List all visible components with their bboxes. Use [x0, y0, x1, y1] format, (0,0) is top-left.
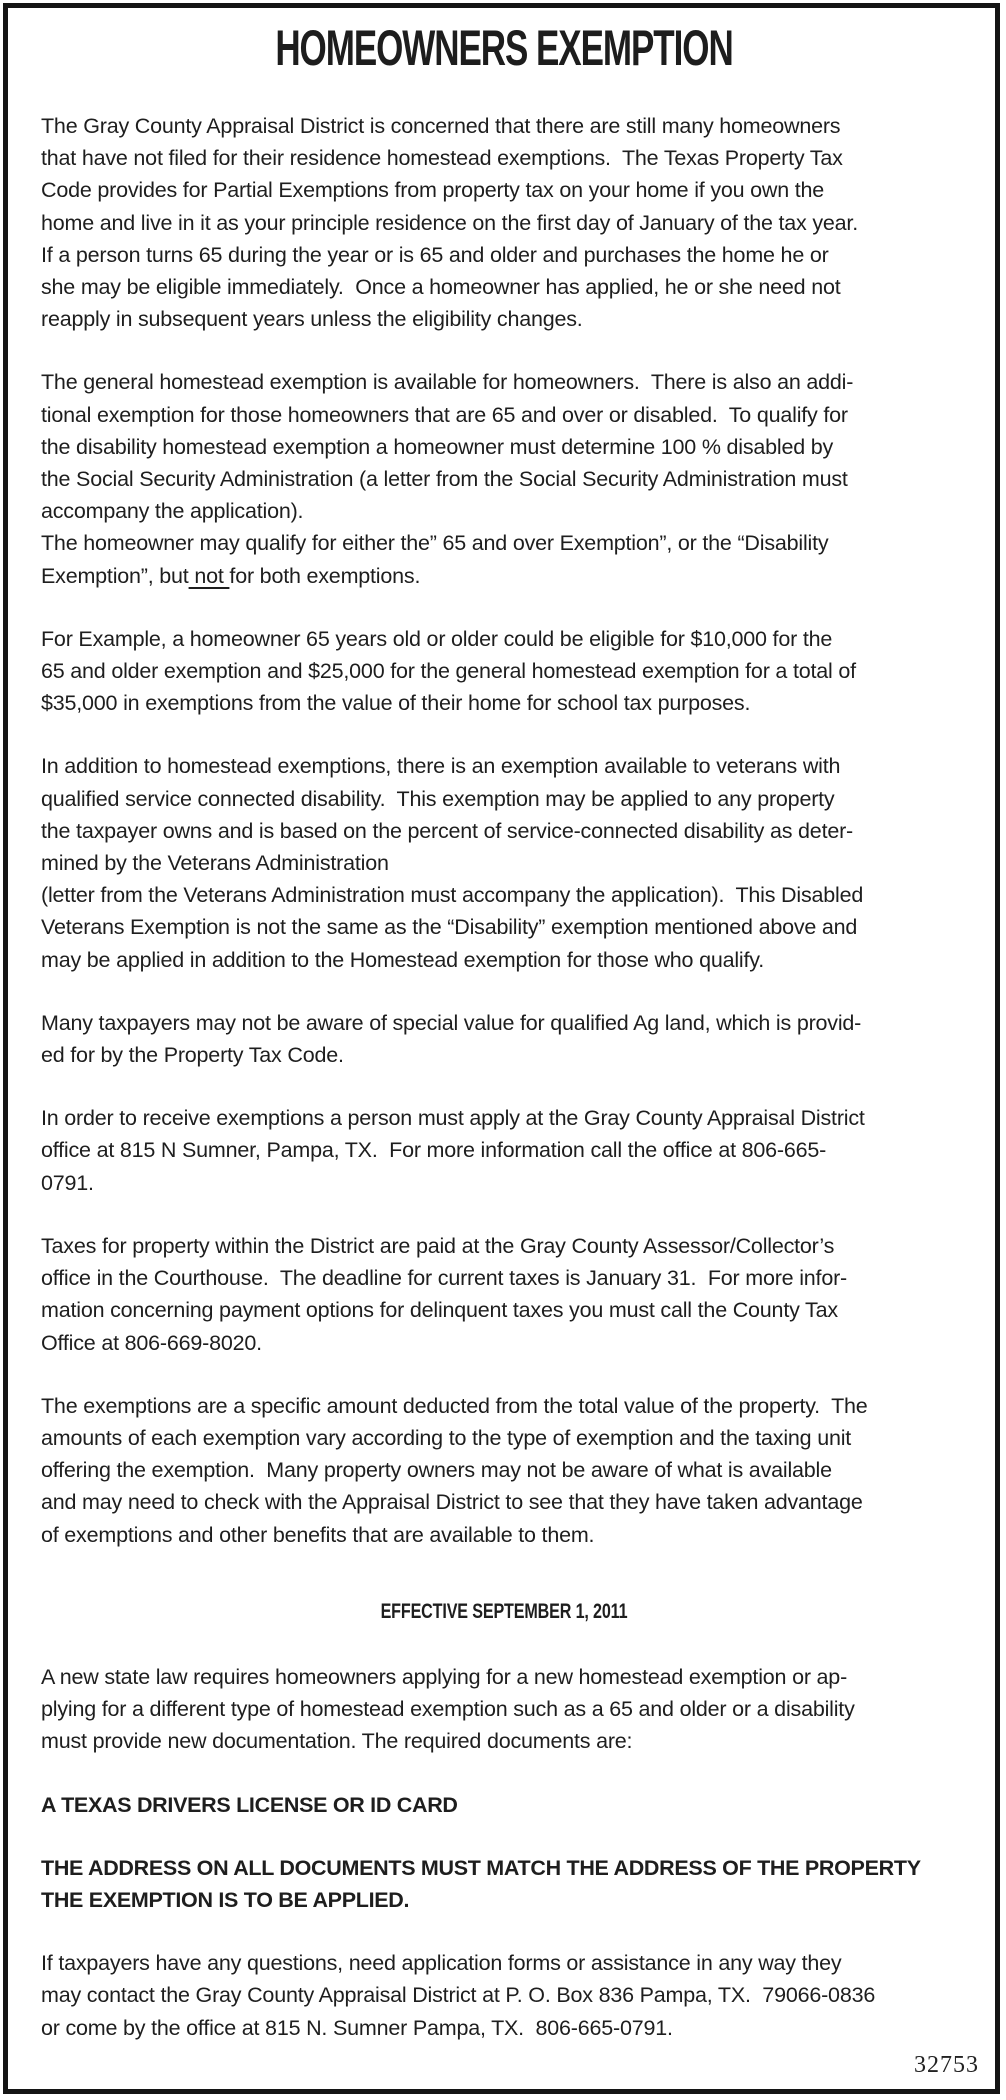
- text-line: EFFECTIVE SEPTEMBER 1, 2011: [380, 1598, 628, 1623]
- text-line: of exemptions and other benefits that are available to them.: [41, 1522, 595, 1547]
- text-line: may be applied in addition to the Homestead exemption for those who qualify.: [41, 947, 765, 972]
- text-line: The homeowner may qualify for either the” 65 and over Exemption”, or the “Disability: [41, 531, 829, 556]
- paragraph: [41, 366, 967, 591]
- text-line: The Gray County Appraisal District is concerned that there are still many homeowners: [41, 114, 841, 138]
- paragraph: [41, 1661, 967, 1758]
- page-border: [3, 3, 1000, 2094]
- text-line: (letter from the Veterans Administration must accompany the application). This Disabled: [41, 883, 864, 908]
- text-line: amounts of each exemption vary according to the type of exemption and the taxing unit: [41, 1425, 852, 1450]
- text-line: THE EXEMPTION IS TO BE APPLIED.: [41, 1887, 410, 1912]
- text-line: If a person turns 65 during the year or is 65 and older and purchases the home he or: [41, 242, 829, 267]
- text-line: If taxpayers have any questions, need application forms or assistance in any way they: [41, 1951, 842, 1976]
- text-line: Code provides for Partial Exemptions from property tax on your home if you own the: [41, 178, 825, 203]
- text-line: 65 and older exemption and $25,000 for the general homestead exemption for a total of: [41, 659, 856, 684]
- document-blocks: [41, 110, 967, 2044]
- text-line: must provide new documentation. The required documents are:: [41, 1729, 633, 1754]
- text-line: the disability homestead exemption a homeowner must determine 100 % disabled by: [41, 434, 834, 459]
- page-title: HOMEOWNERS EXEMPTION: [275, 20, 733, 76]
- text-line: In addition to homestead exemptions, there is an exemption available to veterans with: [41, 754, 841, 779]
- document-content: [8, 8, 995, 2089]
- paragraph: [41, 1102, 967, 1199]
- text-line: Veterans Exemption is not the same as the “Disability” exemption mentioned above and: [41, 915, 858, 940]
- paragraph: [41, 1230, 967, 1359]
- text-line: The general homestead exemption is available for homeowners. There is also an addi-: [41, 370, 854, 395]
- text-line: office at 815 N Sumner, Pampa, TX. For more information call the office at 806-665-: [41, 1138, 827, 1163]
- text-line: A new state law requires homeowners applying for a new homestead exemption or ap-: [41, 1664, 848, 1689]
- paragraph: [41, 110, 967, 335]
- bold-paragraph: [41, 1852, 967, 1916]
- text-segment: for both exemptions.: [229, 563, 421, 588]
- text-line: office in the Courthouse. The deadline for current taxes is January 31. For more infor-: [41, 1266, 847, 1291]
- text-line: tional exemption for those homeowners that are 65 and over or disabled. To qualify for: [41, 402, 848, 427]
- text-line: In order to receive exemptions a person must apply at the Gray County Appraisal District: [41, 1106, 865, 1131]
- text-line: offering the exemption. Many property owners may not be aware of what is available: [41, 1458, 832, 1483]
- text-line: qualified service connected disability. This exemption may be applied to any property: [41, 786, 835, 811]
- text-line: A TEXAS DRIVERS LICENSE OR ID CARD: [41, 1792, 458, 1817]
- text-line: Many taxpayers may not be aware of special value for qualified Ag land, which is provid-: [41, 1010, 862, 1035]
- text-line: or come by the office at 815 N. Sumner Pampa, TX. 806-665-0791.: [41, 2015, 673, 2040]
- text-line: 0791.: [41, 1170, 94, 1195]
- text-line: For Example, a homeowner 65 years old or older could be eligible for $10,000 for the: [41, 626, 833, 651]
- section-heading: [157, 1595, 852, 1627]
- text-line: home and live in it as your principle residence on the first day of January of the tax year.: [41, 210, 858, 235]
- text-line: Office at 806-669-8020.: [41, 1330, 262, 1355]
- paragraph: [41, 1007, 967, 1071]
- paragraph: [41, 1390, 967, 1551]
- text-line: mined by the Veterans Administration: [41, 851, 389, 876]
- text-line: Taxes for property within the District are paid at the Gray County Assessor/Collector’s: [41, 1233, 835, 1258]
- text-line: ed for by the Property Tax Code.: [41, 1043, 344, 1068]
- bold-paragraph: [41, 1789, 967, 1821]
- text-line: accompany the application).: [41, 499, 304, 524]
- text-line: The exemptions are a specific amount deducted from the total value of the property. The: [41, 1393, 868, 1418]
- paragraph: [41, 623, 967, 720]
- text-line: that have not filed for their residence homestead exemptions. The Texas Property Tax: [41, 146, 843, 171]
- text-line: she may be eligible immediately. Once a homeowner has applied, he or she need not: [41, 275, 841, 300]
- text-line: THE ADDRESS ON ALL DOCUMENTS MUST MATCH THE ADDRESS OF THE PROPERTY: [41, 1855, 921, 1880]
- text-line: reapply in subsequent years unless the eligibility changes.: [41, 307, 583, 332]
- text-line: and may need to check with the Appraisal District to see that they have taken advantage: [41, 1490, 863, 1515]
- text-line: mation concerning payment options for delinquent taxes you must call the County Tax: [41, 1298, 838, 1323]
- text-line: may contact the Gray County Appraisal District at P. O. Box 836 Pampa, TX. 79066-0836: [41, 1983, 876, 2008]
- paragraph: [41, 750, 967, 975]
- paragraph: [41, 1947, 967, 2044]
- text-line: the taxpayer owns and is based on the percent of service-connected disability as deter-: [41, 818, 854, 843]
- text-line: plying for a different type of homestead exemption such as a 65 and older or a disability: [41, 1697, 855, 1722]
- text-segment: Exemption”, but: [41, 563, 189, 588]
- underlined-text: not: [188, 563, 230, 588]
- text-line: the Social Security Administration (a letter from the Social Security Administration must: [41, 467, 848, 492]
- text-line: [41, 560, 967, 592]
- notice-number: 32753: [914, 2052, 979, 2078]
- text-line: $35,000 in exemptions from the value of their home for school tax purposes.: [41, 691, 751, 716]
